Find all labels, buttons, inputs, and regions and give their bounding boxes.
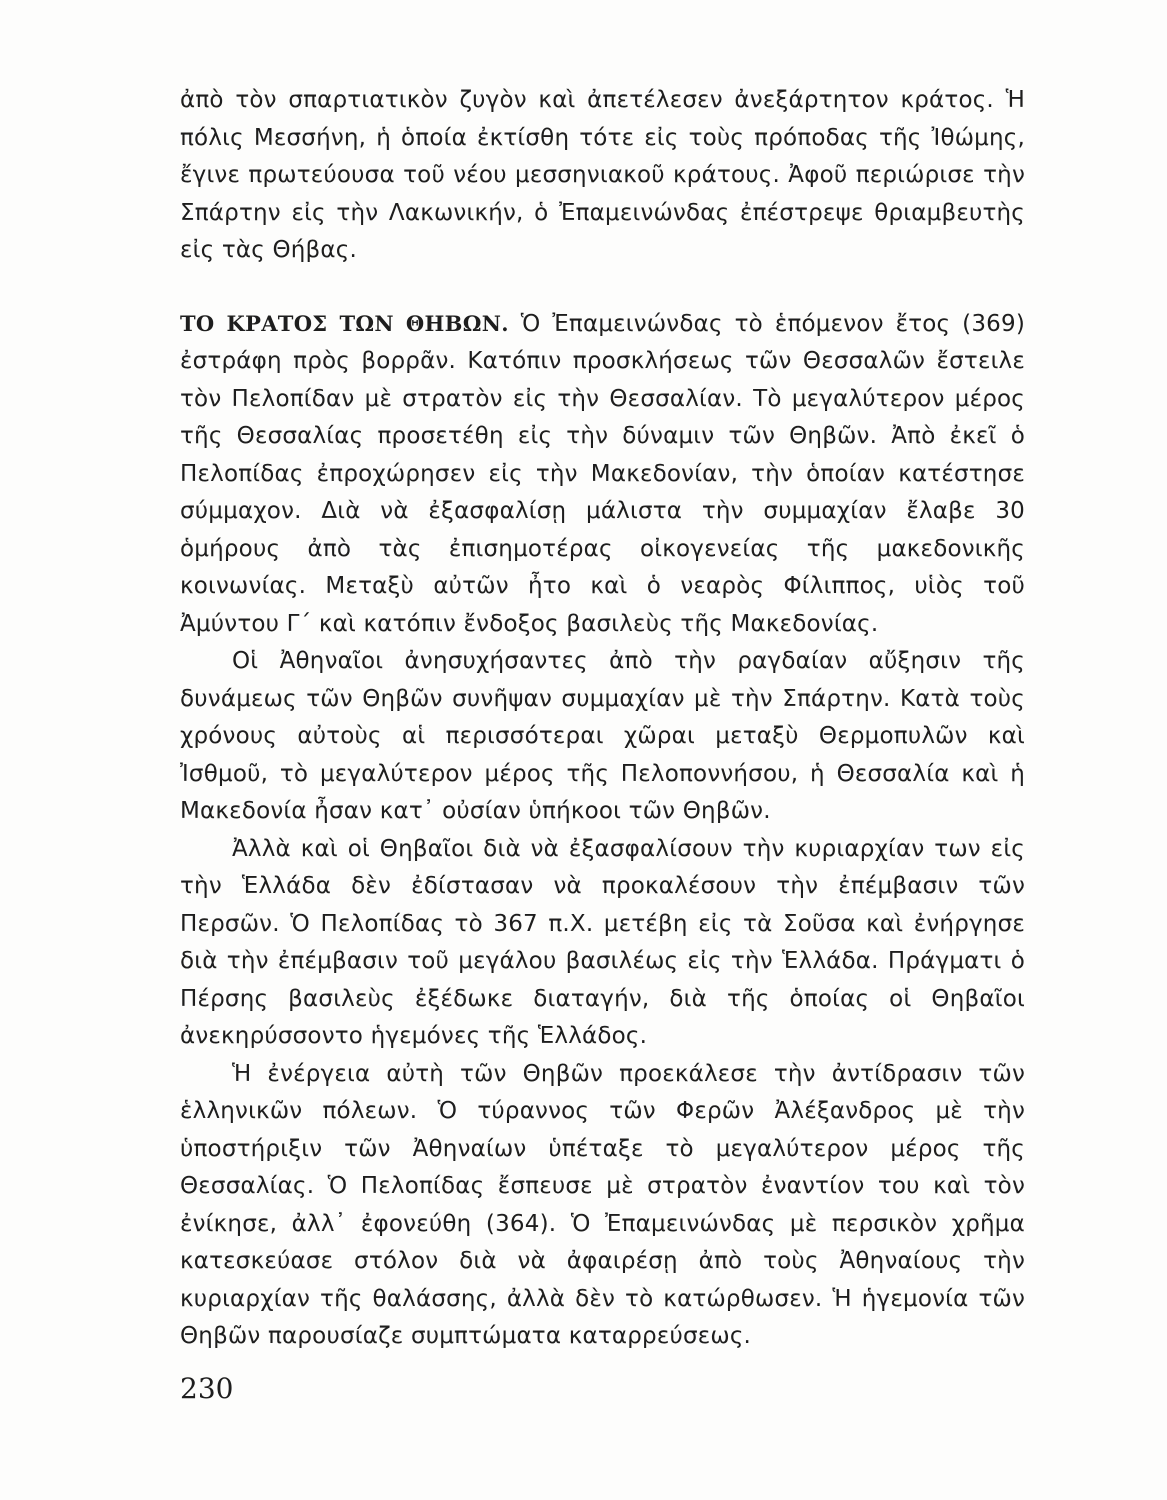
body-text xyxy=(180,82,1025,1356)
paragraph-messene: ἀπὸ τὸν σπαρτιατικὸν ζυγὸν καὶ ἀπετέλεσεν ἀνεξάρτητον κράτος. Ἡ πόλις Μεσσήνη, ἡ ὁποία ἐκτίσθη τότε εἰς τοὺς πρόποδας τῆς Ἰθώμης, ἔγινε πρωτεύουσα τοῦ νέου μεσσηνιακοῦ κράτους. Ἀφοῦ περιώρισε τὴν Σπάρτην εἰς τὴν Λακωνικήν, ὁ Ἐπαμεινώνδας ἐπέστρεψε θριαμβευτὴς εἰς τὰς Θήβας. xyxy=(180,87,1025,263)
paragraph-theban-state xyxy=(180,305,1025,644)
paragraph-reaction: Ἡ ἐνέργεια αὐτὴ τῶν Θηβῶν προεκάλεσε τὴν ἀντίδρασιν τῶν ἑλληνικῶν πόλεων. Ὁ τύραννος τῶν Φερῶν Ἀλέξανδρος μὲ τὴν ὑποστήριξιν τῶν Ἀθηναίων ὑπέταξε τὸ μεγαλύτερον μέρος τῆς Θεσσαλίας. Ὁ Πελοπίδας ἔσπευσε μὲ στρατὸν ἐναντίον του καὶ τὸν ἐνίκησε, ἀλλ᾽ ἐφονεύθη (364). Ὁ Ἐπαμεινώνδας μὲ περσικὸν χρῆμα κατεσκεύασε στόλον διὰ νὰ ἀφαιρέσῃ ἀπὸ τοὺς Ἀθηναίους τὴν κυριαρχίαν τῆς θαλάσσης, ἀλλὰ δὲν τὸ κατώρθωσεν. Ἡ ἡγεμονία τῶν Θηβῶν παρουσίαζε συμπτώματα καταρρεύσεως. xyxy=(180,1060,1025,1349)
paragraph-athenians: Οἱ Ἀθηναῖοι ἀνησυχήσαντες ἀπὸ τὴν ραγδαίαν αὔξησιν τῆς δυνάμεως τῶν Θηβῶν συνῆψαν συμμαχίαν μὲ τὴν Σπάρτην. Κατὰ τοὺς χρόνους αὐτοὺς αἱ περισσότεραι χῶραι μεταξὺ Θερμοπυλῶν καὶ Ἰσθμοῦ, τὸ μεγαλύτερον μέρος τῆς Πελοποννήσου, ἡ Θεσσαλία καὶ ἡ Μακεδονία ἦσαν κατ᾽ οὐσίαν ὑπήκοοι τῶν Θηβῶν. xyxy=(180,648,1025,824)
paragraph-persians: Ἀλλὰ καὶ οἱ Θηβαῖοι διὰ νὰ ἐξασφαλίσουν τὴν κυριαρχίαν των εἰς τὴν Ἑλλάδα δὲν ἐδίστασαν νὰ προκαλέσουν τὴν ἐπέμβασιν τῶν Περσῶν. Ὁ Πελοπίδας τὸ 367 π.Χ. μετέβη εἰς τὰ Σοῦσα καὶ ἐνήργησε διὰ τὴν ἐπέμβασιν τοῦ μεγάλου βασιλέως εἰς τὴν Ἑλλάδα. Πράγματι ὁ Πέρσης βασιλεὺς ἐξέδωκε διαταγήν, διὰ τῆς ὁποίας οἱ Θηβαῖοι ἀνεκηρύσσοντο ἡγεμόνες τῆς Ἑλλάδος. xyxy=(180,835,1025,1049)
page-number: 230 xyxy=(180,1372,234,1405)
paragraph-theban-state-text: Ὁ Ἐπαμεινώνδας τὸ ἑπόμενον ἔτος (369) ἐστράφη πρὸς βορρᾶν. Κατόπιν προσκλήσεως τῶν Θεσσαλῶν ἔστειλε τὸν Πελοπίδαν μὲ στρατὸν εἰς τὴν Θεσσαλίαν. Τὸ μεγαλύτερον μέρος τῆς Θεσσαλίας προσετέθη εἰς τὴν δύναμιν τῶν Θηβῶν. Ἀπὸ ἐκεῖ ὁ Πελοπίδας ἐπροχώρησεν εἰς τὴν Μακεδονίαν, τὴν ὁποίαν κατέστησε σύμμαχον. Διὰ νὰ ἐξασφαλίσῃ μάλιστα τὴν συμμαχίαν ἔλαβε 30 ὁμήρους ἀπὸ τὰς ἐπισημοτέρας οἰκογενείας τῆς μακεδονικῆς κοινωνίας. Μεταξὺ αὐτῶν ἦτο καὶ ὁ νεαρὸς Φίλιππος, υἱὸς τοῦ Ἀμύντου Γ΄ καὶ κατόπιν ἔνδοξος βασιλεὺς τῆς Μακεδονίας. xyxy=(180,310,1025,637)
section-heading: ΤΟ ΚΡΑΤΟΣ ΤΩΝ ΘΗΒΩΝ. xyxy=(180,310,509,336)
